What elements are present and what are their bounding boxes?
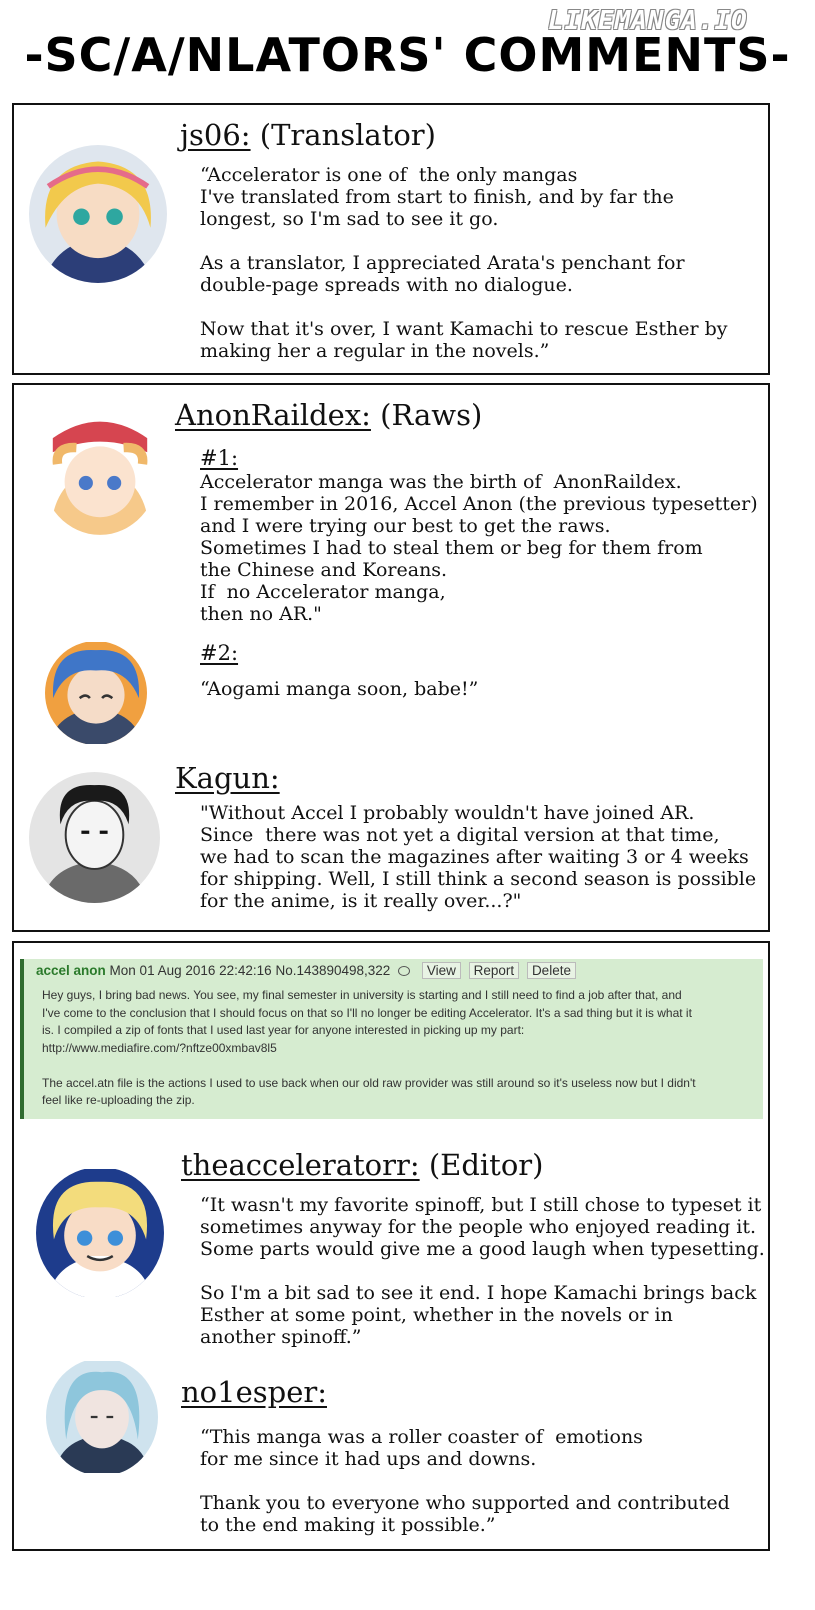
comment-kagun: "Without Accel I probably wouldn't have joined AR. Since there was not yet a digital version at that time, we had to scan the magazines after waiting 3 or 4 weeks for shipping. Well, I still think a second season is possible for the anime, is it really over...?"	[200, 802, 757, 912]
panel-translator	[12, 103, 770, 375]
role: (Translator)	[259, 118, 436, 152]
label-2: #2:	[200, 641, 239, 665]
avatar-theacceleratorr	[36, 1167, 164, 1299]
panel-editors	[12, 941, 770, 1551]
username: js06:	[180, 118, 251, 152]
name-no1esper	[181, 1375, 327, 1409]
name-js06	[180, 118, 436, 152]
page-title: -SC/A/NLATORS' COMMENTS-	[24, 28, 791, 82]
comment-anonraildex-1: Accelerator manga was the birth of AnonRaildex. I remember in 2016, Accel Anon (the previous typesetter) and I were trying our best to get the raws. Sometimes I had to steal them or beg for them from the Chinese and Koreans. If no Accelerator manga, then no AR."	[200, 471, 758, 625]
username: no1esper:	[181, 1375, 327, 1409]
panel-raws	[12, 383, 770, 932]
view-button[interactable]: View	[422, 962, 461, 979]
comment-js06: “Accelerator is one of the only mangas I've translated from start to finish, and by far the longest, so I'm sad to see it go. As a translator, I appreciated Arata's penchant for double-page spreads with no dialogue. Now that it's over, I want Kamachi to rescue Esther by making her a regular in the novels.”	[200, 164, 728, 362]
username: AnonRaildex:	[175, 398, 371, 432]
watermark: LIKEMANGA.IO	[548, 6, 748, 36]
post-number[interactable]: No.143890498,322	[275, 963, 391, 978]
avatar-anonraildex	[41, 405, 159, 535]
username: Kagun:	[175, 761, 280, 795]
role: (Raws)	[380, 398, 483, 432]
name-theacceleratorr	[181, 1148, 543, 1182]
role: (Editor)	[428, 1148, 544, 1182]
comment-anonraildex-2: “Aogami manga soon, babe!”	[200, 678, 479, 700]
username: theacceleratorr:	[181, 1148, 420, 1182]
report-button[interactable]: Report	[469, 962, 520, 979]
name-anonraildex	[175, 398, 482, 432]
avatar-js06	[29, 145, 167, 283]
speech-bubble-icon[interactable]	[398, 966, 410, 976]
label-1: #1:	[200, 446, 239, 470]
delete-button[interactable]: Delete	[527, 962, 576, 979]
avatar-no1esper	[46, 1358, 158, 1476]
post-author: accel anon	[36, 963, 106, 978]
avatar-kagun	[29, 772, 160, 903]
post-datetime: Mon 01 Aug 2016 22:42:16	[109, 963, 272, 978]
name-kagun	[175, 761, 280, 795]
comment-no1esper: “This manga was a roller coaster of emotions for me since it had ups and downs. Thank you to everyone who supported and contributed to the end making it possible.”	[200, 1426, 730, 1536]
post-header	[36, 963, 576, 978]
avatar-anonraildex-2	[45, 641, 147, 745]
comment-theacceleratorr: “It wasn't my favorite spinoff, but I still chose to typeset it sometimes anyway for the people who enjoyed reading it. Some parts would give me a good laugh when typesetting. So I'm a bit sad to see it end. I hope Kamachi brings back Esther at some point, whether in the novels or in another spinoff.”	[200, 1194, 765, 1348]
forum-post	[20, 959, 763, 1119]
post-body: Hey guys, I bring bad news. You see, my final semester in university is starting and I still need to find a job after that, and I've come to the conclusion that I should focus on that so I'll no longer be editing Accelerator. It's a sad thing but it is what it is. I compiled a zip of fonts that I used last year for anyone interested in picking up my part: http://www.mediafire.com/?nftze00xmbav8l5 The accel.atn file is the actions I used to use back when our old raw provider was still around so it's useless now but I didn't feel like re-uploading the zip.	[42, 988, 696, 1107]
